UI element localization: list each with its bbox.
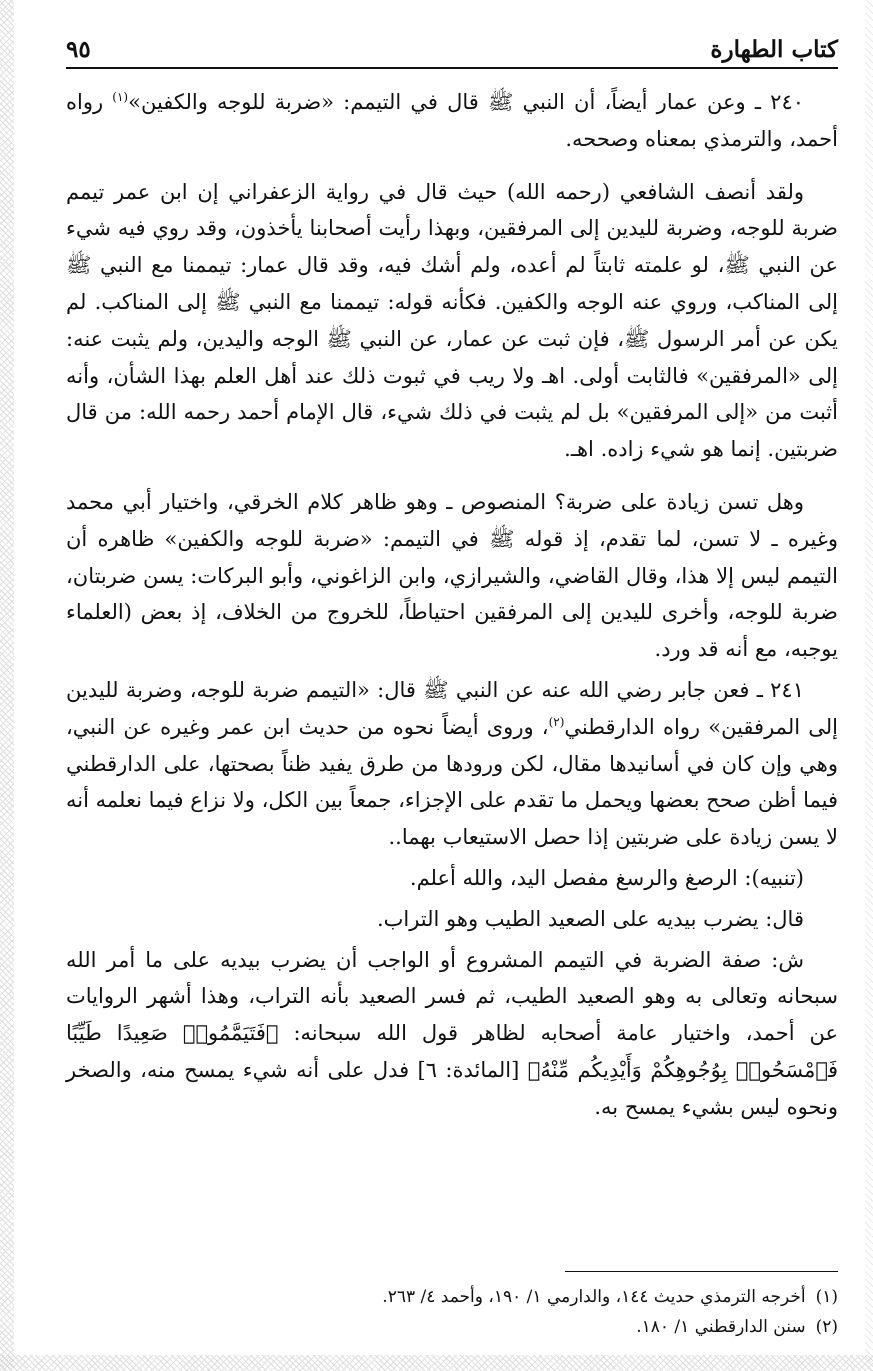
- hadith-241-tail: ، وروى أيضاً نحوه من حديث ابن عمر وغيره عن النبي، وهي وإن كان في أسانيدها مقال، لكن ورودها من طرق يفيد ظناً بصحتها، على الدارقطني فيما أظن صحح بعضها ويحمل ما تقدم على الإجزاء، جمعاً بين الكل، ولا نزاع فيما نعلمه أنه لا يسن زيادة على ضربتين إذا حصل الاستيعاب بهما..: [66, 714, 838, 850]
- footnote-text: سنن الدارقطني ١/ ١٨٠.: [636, 1317, 806, 1337]
- hadith-241-lead: ٢٤١ ـ فعن جابر رضي الله عنه عن النبي ﷺ قال: «التيمم ضربة للوجه، وضربة لليدين إلى المرفقين» رواه الدارقطني: [66, 677, 838, 739]
- page-edge-bottom: [0, 1355, 873, 1371]
- paragraph-hadith-240: [66, 84, 838, 158]
- hadith-240-tail: رواه أحمد، والترمذي بمعناه وصححه.: [66, 90, 838, 151]
- header-rule: [66, 67, 838, 69]
- paragraph-note: (تنبيه): الرصغ والرسغ مفصل اليد، والله أعلم.: [409, 865, 804, 890]
- main-text: [66, 84, 838, 1126]
- page-number: ٩٥: [66, 35, 91, 63]
- footnote-2: [66, 1312, 838, 1342]
- running-header: [66, 32, 838, 66]
- footnote-text: أخرجه الترمذي حديث ١٤٤، والدارمي ١/ ١٩٠، وأحمد ٤/ ٢٦٣.: [382, 1287, 806, 1307]
- footnote-ref-1: (١): [112, 90, 129, 104]
- footnote-number: (١): [815, 1287, 838, 1307]
- paragraph-hadith-241: [66, 672, 838, 856]
- paragraph-extra-strike: وهل تسن زيادة على ضربة؟ المنصوص ـ وهو ظاهر كلام الخرقي، واختيار أبي محمد وغيره ـ لا تسن، لما تقدم، إذ قوله ﷺ في التيمم: «ضربة للوجه والكفين» ظاهره أن التيمم ليس إلا هذا، وقال القاضي، والشيرازي، وابن الزاغوني، وأبو البركات: يسن ضربتان، ضربة للوجه، وأخرى لليدين إلى المرفقين احتياطاً، للخروج من الخلاف، إذ بعض (العلماء يوجبه، مع أنه قد ورد.: [66, 489, 838, 662]
- page-edge-left: [0, 0, 14, 1371]
- hadith-240-lead: ٢٤٠ ـ وعن عمار أيضاً، أن النبي ﷺ قال في التيمم: «ضربة للوجه والكفين»: [128, 90, 805, 114]
- paragraph-sharh: ش: صفة الضربة في التيمم المشروع أو الواجب أن يضرب بيديه على ما أمر الله سبحانه وتعالى به وهو الصعيد الطيب، ثم فسر الصعيد بأنه التراب، وهذا أشهر الروايات عن أحمد، واختيار عامة أصحابه لظاهر قول الله سبحانه: ﴿فَتَيَمَّمُوا۟ صَعِيدًا طَيِّبًا فَٱمْسَحُوا۟ بِوُجُوهِكُمْ وَأَيْدِيكُم مِّنْهُ﴾ [المائدة: ٦] فدل على أنه شيء يمسح منه، والصخر ونحوه ليس بشيء يمسح به.: [66, 947, 838, 1119]
- footnote-rule: [565, 1271, 838, 1272]
- footnotes: [66, 1282, 838, 1342]
- footnote-ref-2: (٢): [548, 714, 565, 729]
- footnote-1: [66, 1282, 838, 1312]
- page-edge-right: [865, 0, 873, 1371]
- paragraph-matn: قال: يضرب بيديه على الصعيد الطيب وهو التراب.: [376, 906, 804, 931]
- paragraph-shafii: ولقد أنصف الشافعي (رحمه الله) حيث قال في رواية الزعفراني إن ابن عمر تيمم ضربة للوجه، وضربة لليدين إلى المرفقين، وبهذا رأيت أصحابنا يأخذون، وقد روي فيه شيء عن النبي ﷺ، لو علمته ثابتاً لم أعده، ولم أشك فيه، وقد قال عمار: تيممنا مع النبي ﷺ إلى المناكب، وروي عنه الوجه والكفين. فكأنه قوله: تيممنا مع النبي ﷺ إلى المناكب. لم يكن عن أمر الرسول ﷺ، فإن ثبت عن عمار، عن النبي ﷺ الوجه واليدين، ولم يثبت عنه: إلى «المرفقين» فالثابت أولى. اهـ ولا ريب في ثبوت ذلك عند أهل العلم بهذا الشأن، وأنه أثبت من «إلى المرفقين» بل لم يثبت في ذلك شيء، قال الإمام أحمد رحمه الله: من قال ضربتين. إنما هو شيء زاده. اهـ.: [66, 179, 838, 462]
- chapter-title: كتاب الطهارة: [710, 35, 838, 63]
- footnote-number: (٢): [815, 1317, 838, 1337]
